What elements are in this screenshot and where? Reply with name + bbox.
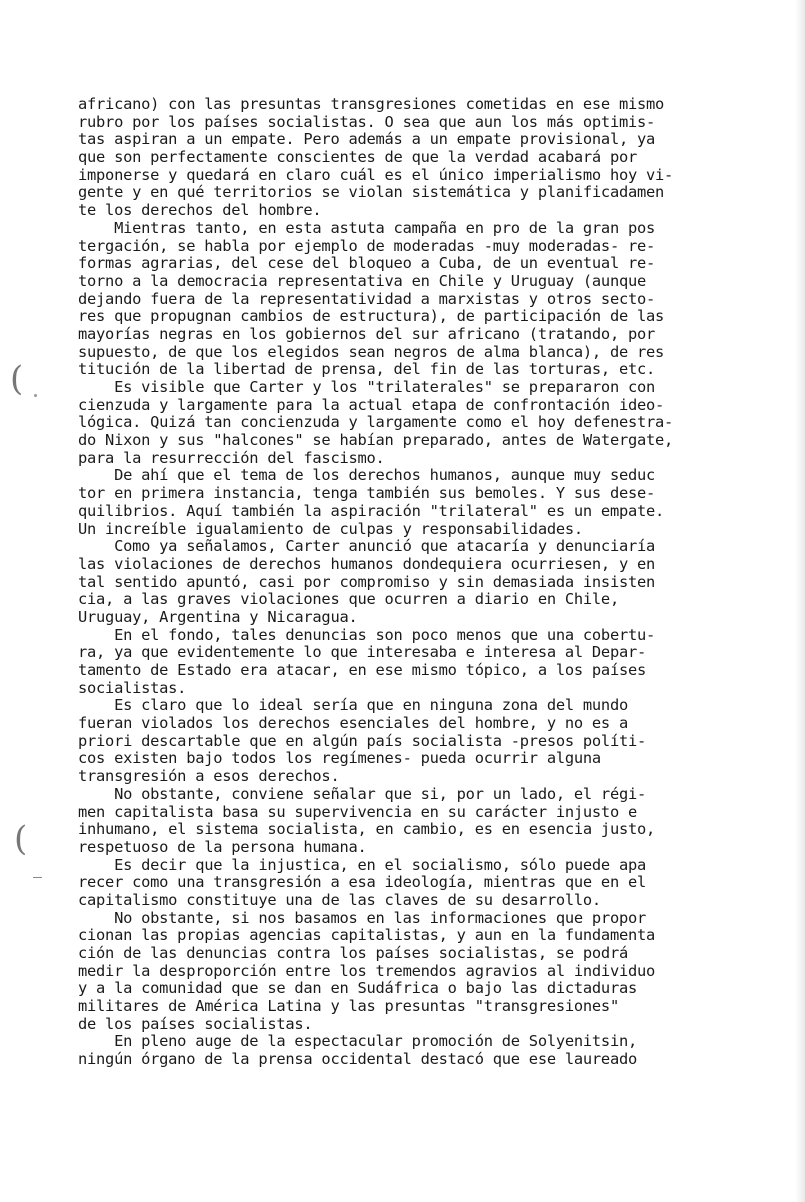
text-line: cia, a las graves violaciones que ocurren a diario en Chile,: [78, 590, 619, 609]
text-line: que son perfectamente conscientes de que la verdad acabará por: [78, 148, 637, 167]
text-line: tamento de Estado era atacar, en ese mismo tópico, a los países: [78, 661, 647, 679]
text-line: tor en primera instancia, tenga también sus bemoles. Y sus dese-: [78, 484, 656, 503]
text-line: En el fondo, tales denuncias son poco menos que una cobertu-: [78, 625, 656, 644]
text-line: De ahí que el tema de los derechos humanos, aunque muy seduc: [78, 466, 656, 485]
text-line: men capitalista basa su supervivencia en su carácter injusto e: [78, 802, 637, 821]
margin-parenthesis-mark: (: [14, 819, 28, 859]
text-line: formas agrarias, del cese del bloqueo a Cuba, de un eventual re-: [78, 254, 656, 273]
text-line: Mientras tanto, en esta astuta campaña en pro de la gran pos: [78, 218, 656, 237]
text-line: cos existen bajo todos los regímenes- pueda ocurrir alguna: [78, 749, 601, 768]
text-line: te los derechos del hombre.: [78, 201, 322, 220]
text-line: torno a la democracia representativa en Chile y Uruguay (aunque: [78, 271, 647, 290]
text-line: No obstante, si nos basamos en las informaciones que propor: [78, 908, 647, 927]
text-line: gente y en qué territorios se violan sistemática y planificadamen: [78, 183, 665, 202]
text-line: Un increíble igualamiento de culpas y responsabilidades.: [78, 519, 583, 538]
text-line: lógica. Quizá tan concienzuda y largamente como el hoy defenestra-: [78, 413, 674, 432]
text-line: medir la desproporción entre los tremendos agravios al individuo: [78, 961, 656, 980]
text-line: capitalismo constituye una de las claves de su desarrollo.: [78, 890, 601, 909]
text-line: priori descartable que en algún país socialista -presos políti-: [78, 731, 647, 750]
text-line: las violaciones de derechos humanos dondequiera ocurriesen, y en: [78, 554, 656, 573]
text-line: Uruguay, Argentina y Nicaragua.: [78, 607, 358, 626]
text-line: quilibrios. Aquí también la aspiración "trilateral" es un empate.: [78, 501, 665, 520]
text-line: ra, ya que evidentemente lo que interesaba e interesa al Depar-: [78, 643, 647, 662]
text-line: En pleno auge de la espectacular promoción de Solyenitsin,: [78, 1032, 637, 1051]
text-line: do Nixon y sus "halcones" se habían preparado, antes de Watergate,: [78, 431, 674, 450]
text-line: tergación, se habla por ejemplo de moderadas -muy moderadas- re-: [78, 236, 656, 255]
text-line: Como ya señalamos, Carter anunció que atacaría y denunciaría: [78, 537, 656, 556]
text-line: militares de América Latina y las presuntas "transgresiones": [78, 997, 619, 1016]
text-line: socialistas.: [78, 678, 187, 697]
margin-dash-mark: [33, 877, 42, 878]
text-line: rubro por los países socialistas. O sea que aun los más optimis-: [78, 112, 656, 131]
text-line: africano) con las presuntas transgresiones cometidas en ese mismo: [78, 95, 665, 113]
text-line: dejando fuera de la representatividad a marxistas y otros secto-: [78, 289, 656, 308]
text-line: inhumano, el sistema socialista, en cambio, es en esencia justo,: [78, 820, 656, 839]
text-line: res que propugnan cambios de estructura), de participación de las: [78, 307, 665, 326]
text-line: tal sentido apuntó, casi por compromiso y sin demasiada insisten: [78, 572, 656, 591]
text-line: Es decir que la injustica, en el socialismo, sólo puede apa: [78, 855, 647, 874]
text-line: recer como una transgresión a esa ideología, mientras que en el: [78, 873, 647, 892]
text-line: ción de las denuncias contra los países socialistas, se podrá: [78, 944, 628, 962]
text-line: para la resurrección del fascismo.: [78, 448, 385, 467]
typewritten-text-body: [78, 96, 708, 1069]
margin-parenthesis-mark: (: [10, 359, 24, 399]
text-line: y a la comunidad que se dan en Sudáfrica o bajo las dictaduras: [78, 979, 637, 998]
text-line: ningún órgano de la prensa occidental destacó que ese laureado: [78, 1050, 637, 1069]
text-line: cienzuda y largamente para la actual etapa de confrontación ideo-: [78, 395, 665, 414]
page-edge-shadow: [795, 0, 805, 1202]
text-line: Es claro que lo ideal sería que en ninguna zona del mundo: [78, 696, 628, 715]
text-line: mayorías negras en los gobiernos del sur africano (tratando, por: [78, 324, 656, 343]
text-line: cionan las propias agencias capitalistas, y aun en la fundamenta: [78, 926, 656, 945]
text-line: fueran violados los derechos esenciales del hombre, y no es a: [78, 714, 628, 733]
text-line: No obstante, conviene señalar que si, por un lado, el régi-: [78, 784, 647, 803]
text-line: respetuoso de la persona humana.: [78, 837, 367, 856]
text-line: tas aspiran a un empate. Pero además a un empate provisional, ya: [78, 130, 656, 149]
text-line: de los países socialistas.: [78, 1014, 313, 1033]
text-line: titución de la libertad de prensa, del fin de las torturas, etc.: [78, 360, 656, 379]
margin-dot-mark: [34, 394, 37, 397]
text-line: imponerse y quedará en claro cuál es el único imperialismo hoy vi-: [78, 165, 674, 184]
text-line: transgresión a esos derechos.: [78, 767, 340, 786]
text-line: supuesto, de que los elegidos sean negros de alma blanca), de res: [78, 342, 665, 361]
text-line: Es visible que Carter y los "trilaterales" se prepararon con: [78, 378, 656, 396]
